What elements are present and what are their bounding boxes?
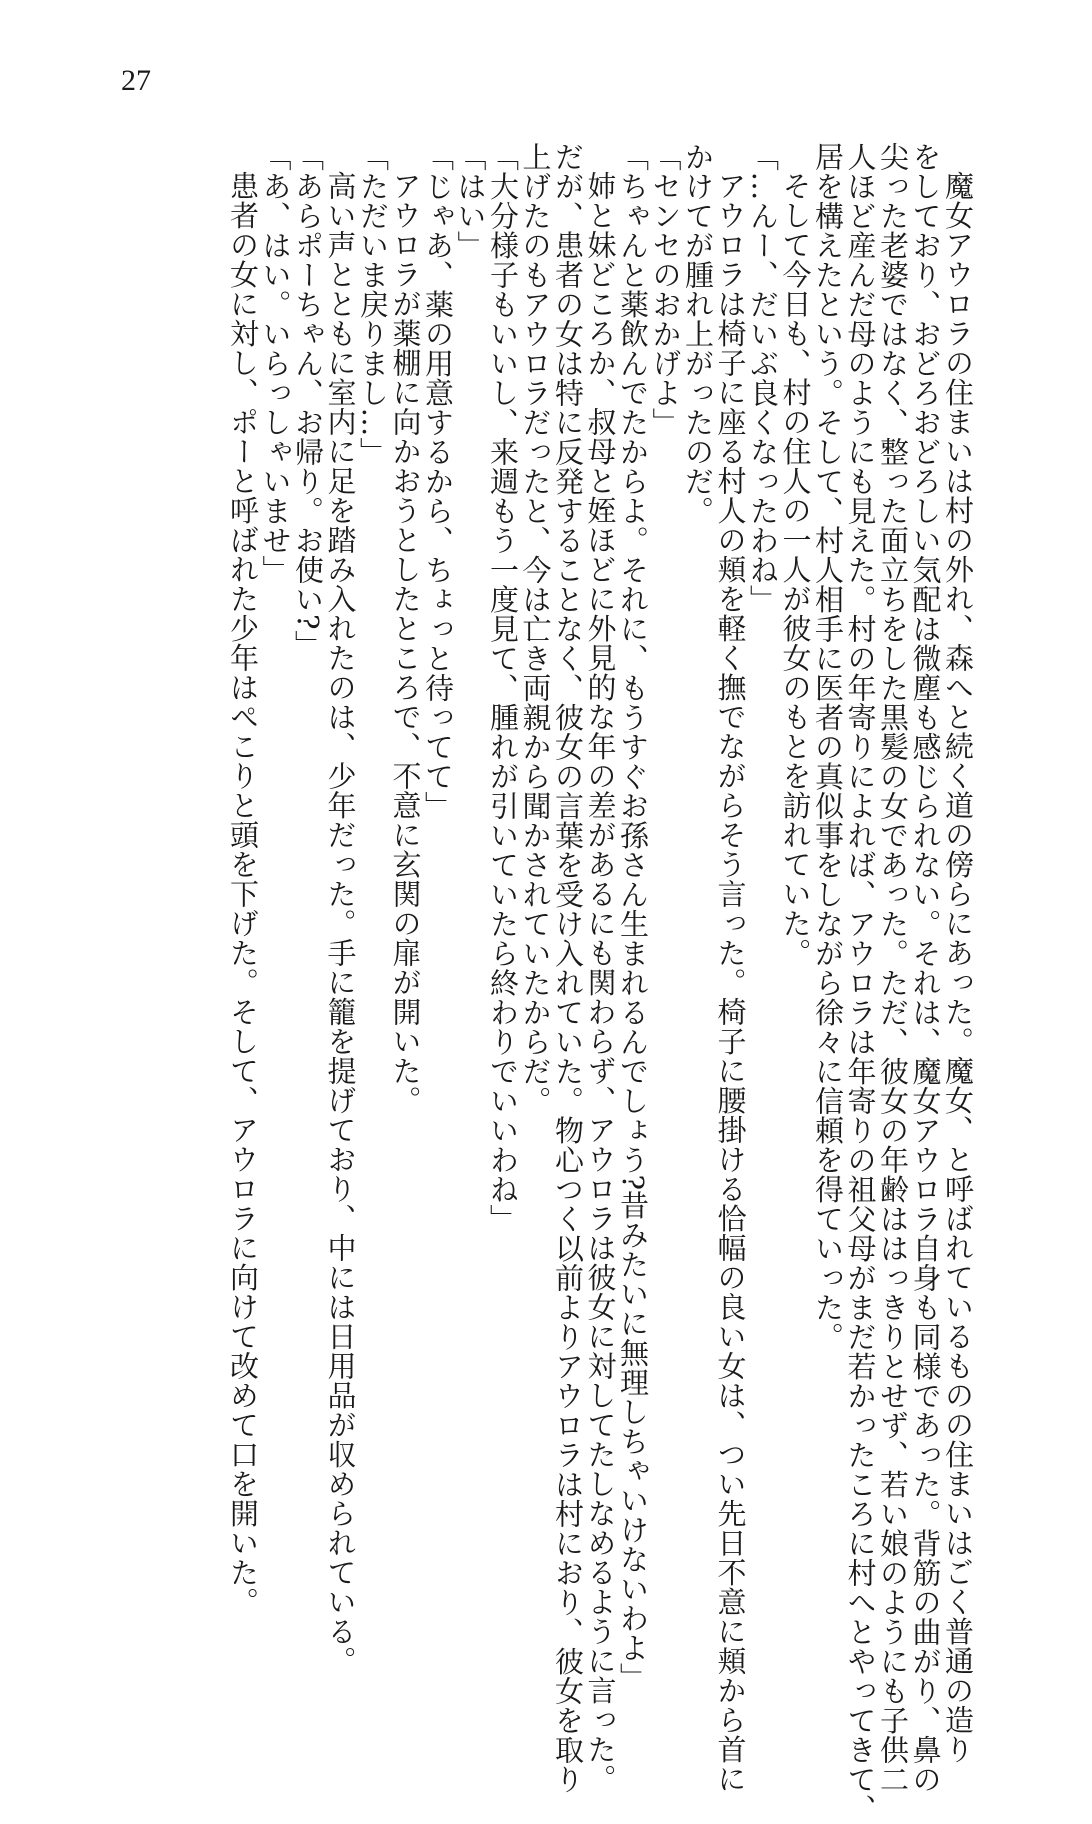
paragraph-line: 姉と妹どころか、叔母と姪ほどに外見的な年の差があるにも関わらず、アウロラは彼女に対してたしなめるように言った。 xyxy=(583,171,618,1794)
paragraph-line: 患者の女に対し、ポーと呼ばれた少年はぺこりと頭を下げた。そして、アウロラに向けて改めて口を開いた。 xyxy=(226,171,260,1617)
dialogue-line: 「センセのおかげよ」 xyxy=(648,142,683,437)
paragraph-line: 上げたのもアウロラだったと、今は亡き両親から聞かされていたからだ。 xyxy=(518,142,553,1116)
paragraph-line: かけてが腫れ上がったのだ。 xyxy=(681,142,715,526)
paragraph-line: 尖った老婆ではなく、整った面立ちをした黒髪の女であった。ただ、彼女の年齢ははっきりとせず、若い娘のようにも子供二 xyxy=(876,142,910,1794)
paragraph-line: アウロラは椅子に座る村人の頬を軽く撫でながらそう言った。椅子に腰掛ける恰幅の良い女は、つい先日不意に頬から首に xyxy=(713,171,748,1794)
dialogue-line: 「あ、はい。いらっしゃいませ」 xyxy=(258,142,293,585)
novel-text-body xyxy=(226,142,975,1824)
page-number: 27 xyxy=(121,64,151,97)
paragraph-line: アウロラが薬棚に向かおうとしたところで、不意に玄関の扉が開いた。 xyxy=(388,171,423,1115)
paragraph-line: だが、患者の女は特に反発することなく、彼女の言葉を受け入れていた。物心つく以前よりアウロラは村におり、彼女を取り xyxy=(551,142,585,1794)
paragraph-line: 居を構えたという。そして、村人相手に医者の真似事をしながら徐々に信頼を得ていった。 xyxy=(811,142,845,1352)
dialogue-line: 「ただいま戻りまし…」 xyxy=(356,142,390,467)
dialogue-line: 「はい」 xyxy=(453,142,488,260)
paragraph-line: をしており、おどろおどろしい気配は微塵も感じられない。それは、魔女アウロラ自身も同様であった。背筋の曲がり、鼻の xyxy=(908,142,943,1794)
dialogue-line: 「ちゃんと薬飲んでたからよ。それに、もうすぐお孫さん生まれるんでしょう?昔みたいに無理しちゃいけないわよ」 xyxy=(616,142,650,1693)
dialogue-line: 「あらポーちゃん、お帰り。お使い?」 xyxy=(291,142,325,660)
paragraph-line: そして今日も、村の住人の一人が彼女のもとを訪れていた。 xyxy=(778,171,813,968)
paragraph-line: 人ほど産んだ母のようにも見えた。村の年寄りによれば、アウロラは年寄りの祖父母がまだ若かったころに村へとやってきて、 xyxy=(843,142,878,1824)
dialogue-line: 「…んー、だいぶ良くなったわね」 xyxy=(746,142,780,614)
paragraph-line: 魔女アウロラの住まいは村の外れ、森へと続く道の傍らにあった。魔女、と呼ばれているものの住まいはごく普通の造り xyxy=(941,171,975,1764)
paragraph-line: 高い声とともに室内に足を踏み入れたのは、少年だった。手に籠を提げており、中には日用品が収められている。 xyxy=(323,171,358,1676)
dialogue-line: 「じゃあ、薬の用意するから、ちょっと待ってて」 xyxy=(421,142,455,821)
dialogue-line: 「大分様子もいいし、来週もう一度見て、腫れが引いていたら終わりでいいわね」 xyxy=(486,142,520,1234)
